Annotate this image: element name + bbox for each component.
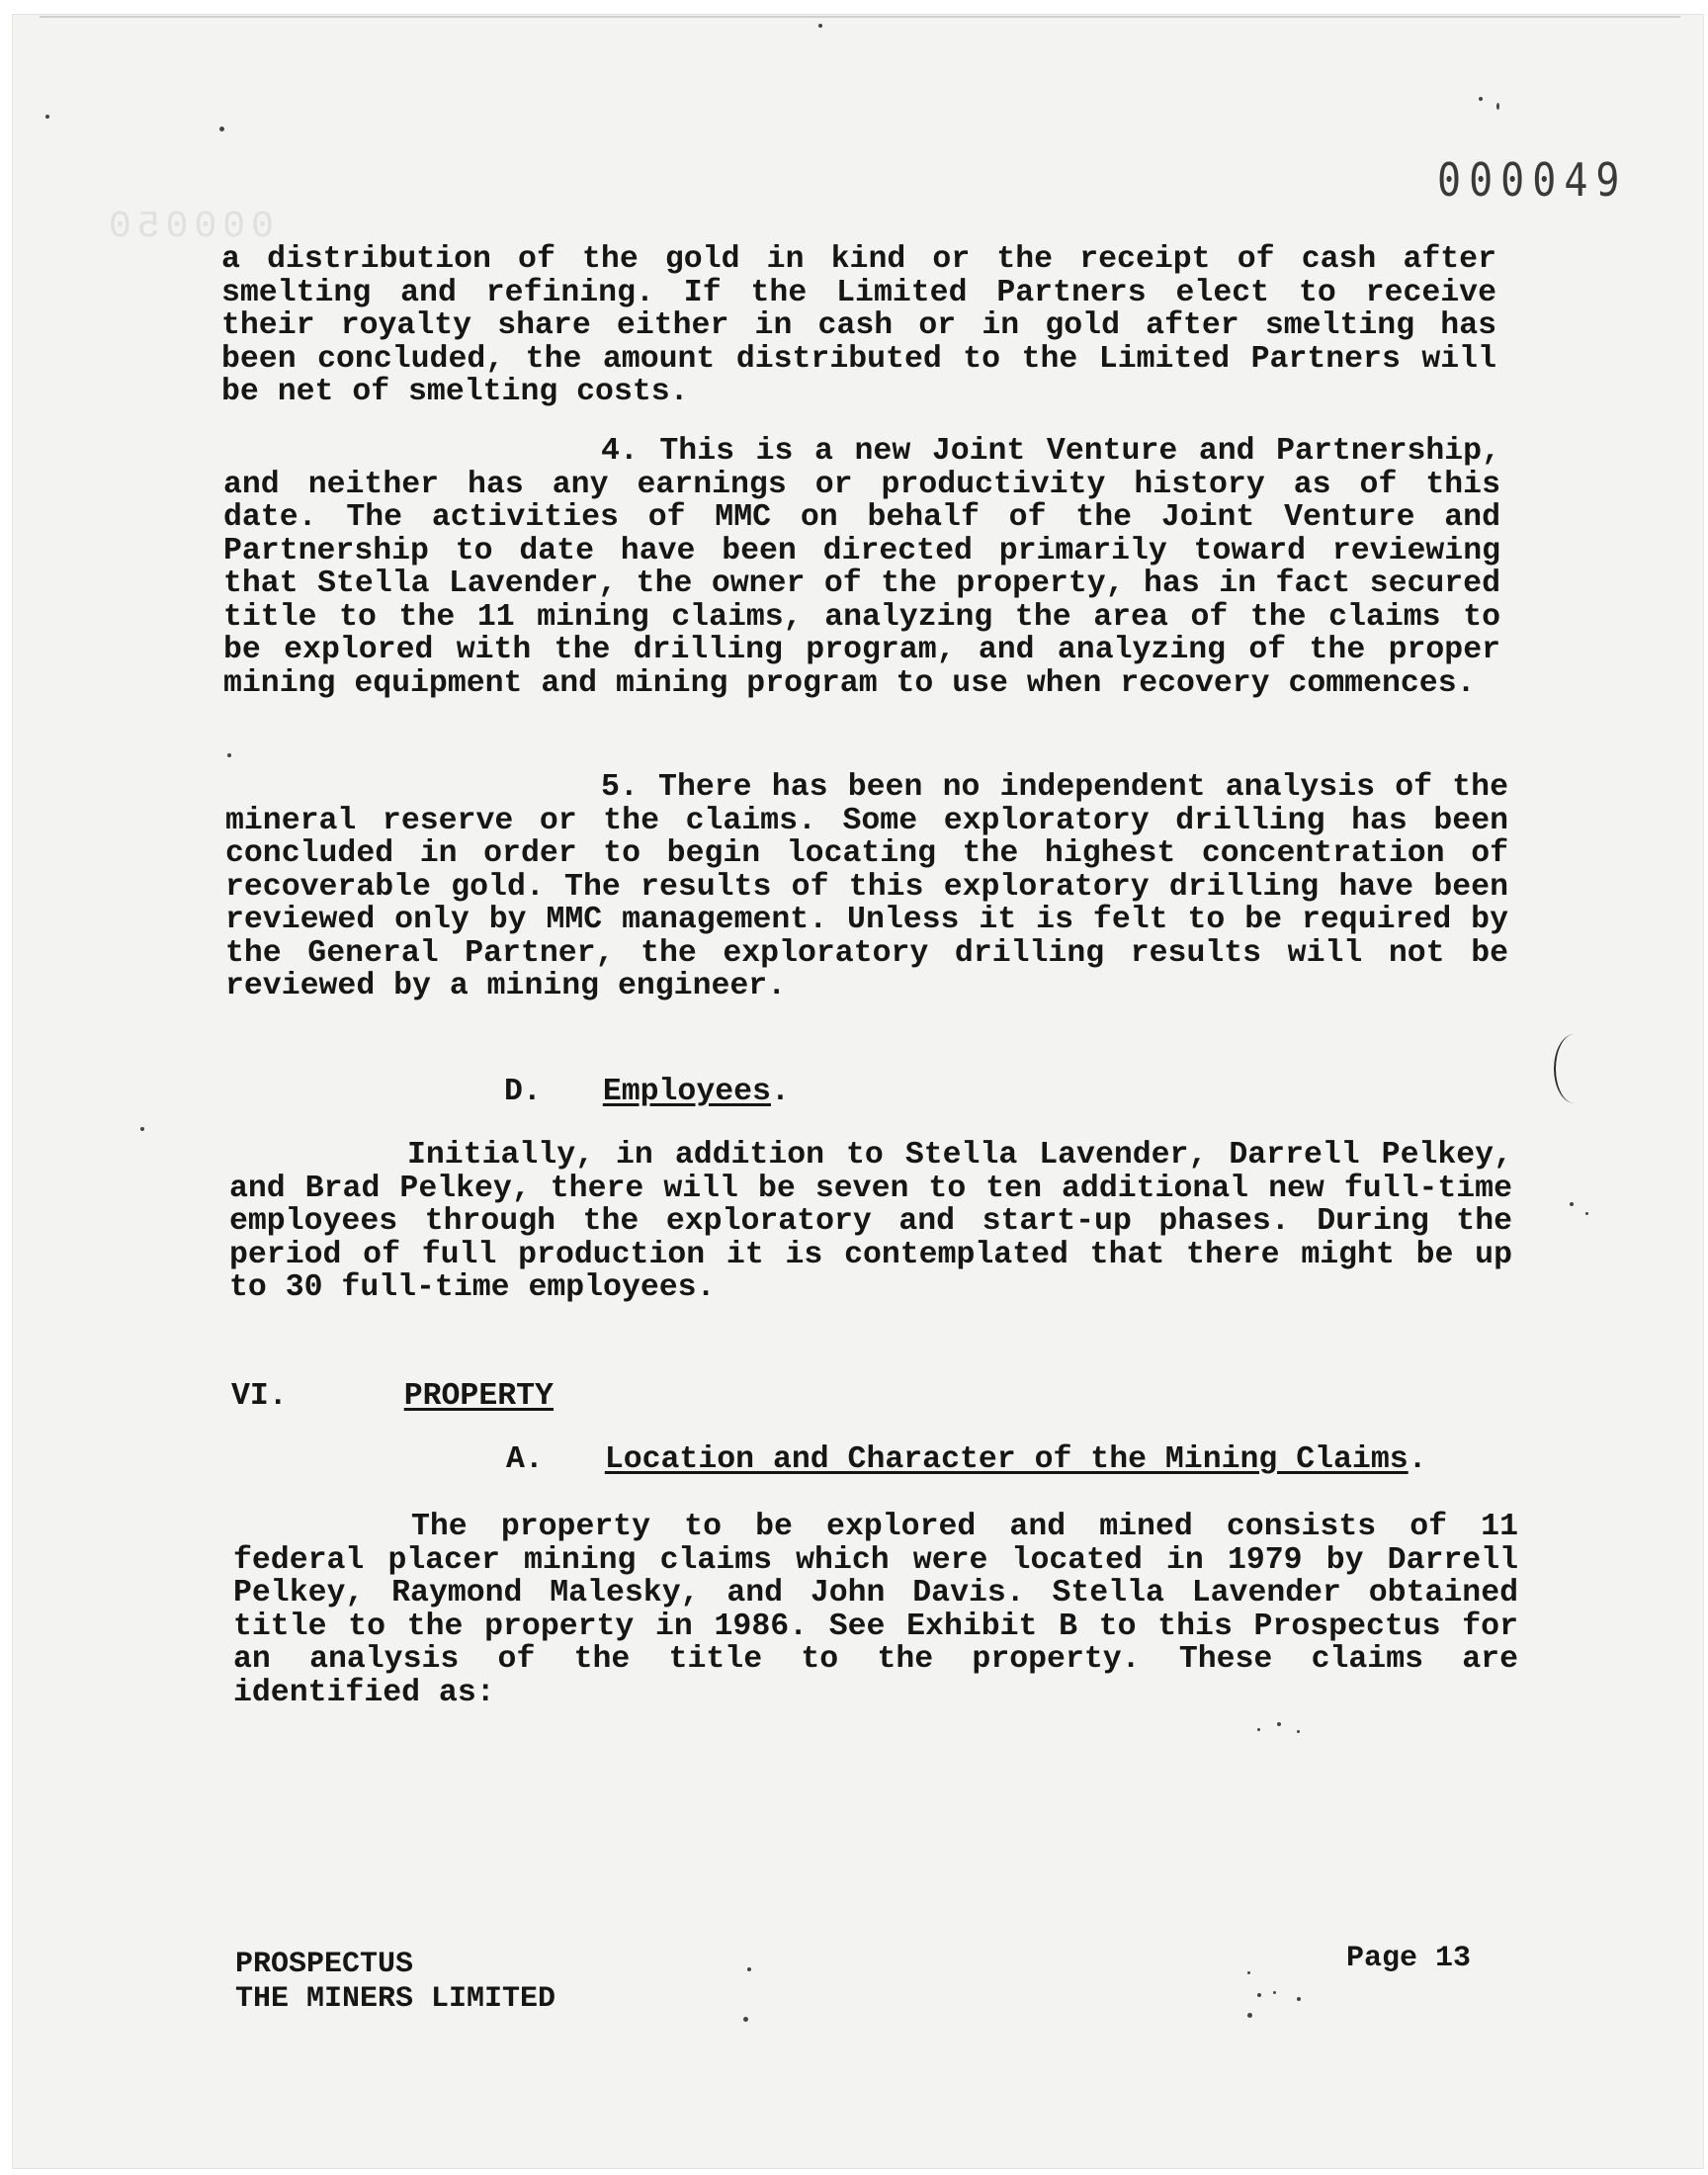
handwritten-bracket-mark [1554, 1034, 1595, 1103]
scan-speck [45, 115, 49, 119]
page-number: Page 13 [1346, 1942, 1472, 1975]
section-title: PROPERTY [403, 1379, 554, 1414]
paragraph-employees: Initially, in addition to Stella Lavender, Darrell Pelkey, and Brad Pelkey, there will be seven to ten additional new full-time employees through the exploratory and start-up phases. During the period of full production it is contemplated that there might be up to 30 full-time employees. [229, 1138, 1512, 1305]
footer-prospectus: PROSPECTUS [235, 1948, 414, 1981]
paragraph-royalty-distribution: a distribution of the gold in kind or the receipt of cash after smelting and refining. If the Limited Partners elect to receive their royalty share either in cash or in gold after smelting has been concluded, the amount distributed to the Limited Partners will be net of smelting costs. [221, 242, 1496, 409]
scan-speck [1273, 1991, 1276, 1994]
subsection-heading-employees [504, 1076, 790, 1109]
scan-speck [1297, 1997, 1301, 2001]
scan-speck [1247, 2013, 1252, 2018]
ghost-bates-number: 000050 [103, 206, 274, 248]
section-heading-property [231, 1380, 554, 1414]
subsection-heading-location [506, 1443, 1427, 1477]
footer-company: THE MINERS LIMITED [235, 1982, 556, 2016]
scan-speck [1257, 1993, 1261, 1997]
scan-speck [747, 1967, 751, 1971]
subsection-punctuation: . [770, 1075, 790, 1109]
scan-speck [1496, 103, 1499, 110]
footer-left [235, 1948, 555, 2017]
scan-speck [818, 24, 822, 28]
paragraph-4-history: 4. This is a new Joint Venture and Partnership, and neither has any earnings or productivity history as of this date. The activities of MMC on behalf of the Joint Venture and Partnership to date have been directed primarily toward reviewing that Stella Lavender, the owner of the property, has in fact secured title to the 11 mining claims, analyzing the area of the claims to be explored with the drilling program, and analyzing of the proper mining equipment and mining program to use when recovery commences. [223, 434, 1500, 701]
paragraph-5-analysis: 5. There has been no independent analysis of the mineral reserve or the claims. Some exploratory drilling has been concluded in order to begin locating the highest concentration of recoverable gold. The results of this exploratory drilling have been reviewed only by MMC management. Unless it is felt to be required by the General Partner, the exploratory drilling results will not be reviewed by a mining engineer. [225, 770, 1508, 1003]
scan-speck [1570, 1202, 1574, 1206]
scan-speck [1257, 1728, 1260, 1731]
scan-speck [1479, 97, 1483, 101]
subsection-letter: D. [504, 1075, 542, 1109]
scan-speck [1297, 1730, 1300, 1733]
scan-speck [1585, 1212, 1588, 1215]
scan-speck [1247, 1971, 1250, 1974]
subsection-punctuation: . [1408, 1442, 1427, 1477]
scan-speck [140, 1127, 144, 1131]
bates-number: 000049 [1437, 154, 1628, 208]
scan-speck [1277, 1722, 1281, 1726]
section-number: VI. [231, 1379, 288, 1414]
scan-speck [219, 127, 224, 131]
scan-speck [227, 753, 231, 757]
page-edge [40, 16, 1680, 18]
subsection-letter: A. [506, 1442, 544, 1477]
paragraph-property-claims: The property to be explored and mined consists of 11 federal placer mining claims which were located in 1979 by Darrell Pelkey, Raymond Malesky, and John Davis. Stella Lavender obtained title to the property in 1986. See Exhibit B to this Prospectus for an analysis of the title to the property. These claims are identified as: [233, 1510, 1518, 1710]
scan-speck [743, 2017, 748, 2022]
subsection-title: Employees [602, 1075, 771, 1109]
subsection-title: Location and Character of the Mining Claims [604, 1442, 1409, 1477]
